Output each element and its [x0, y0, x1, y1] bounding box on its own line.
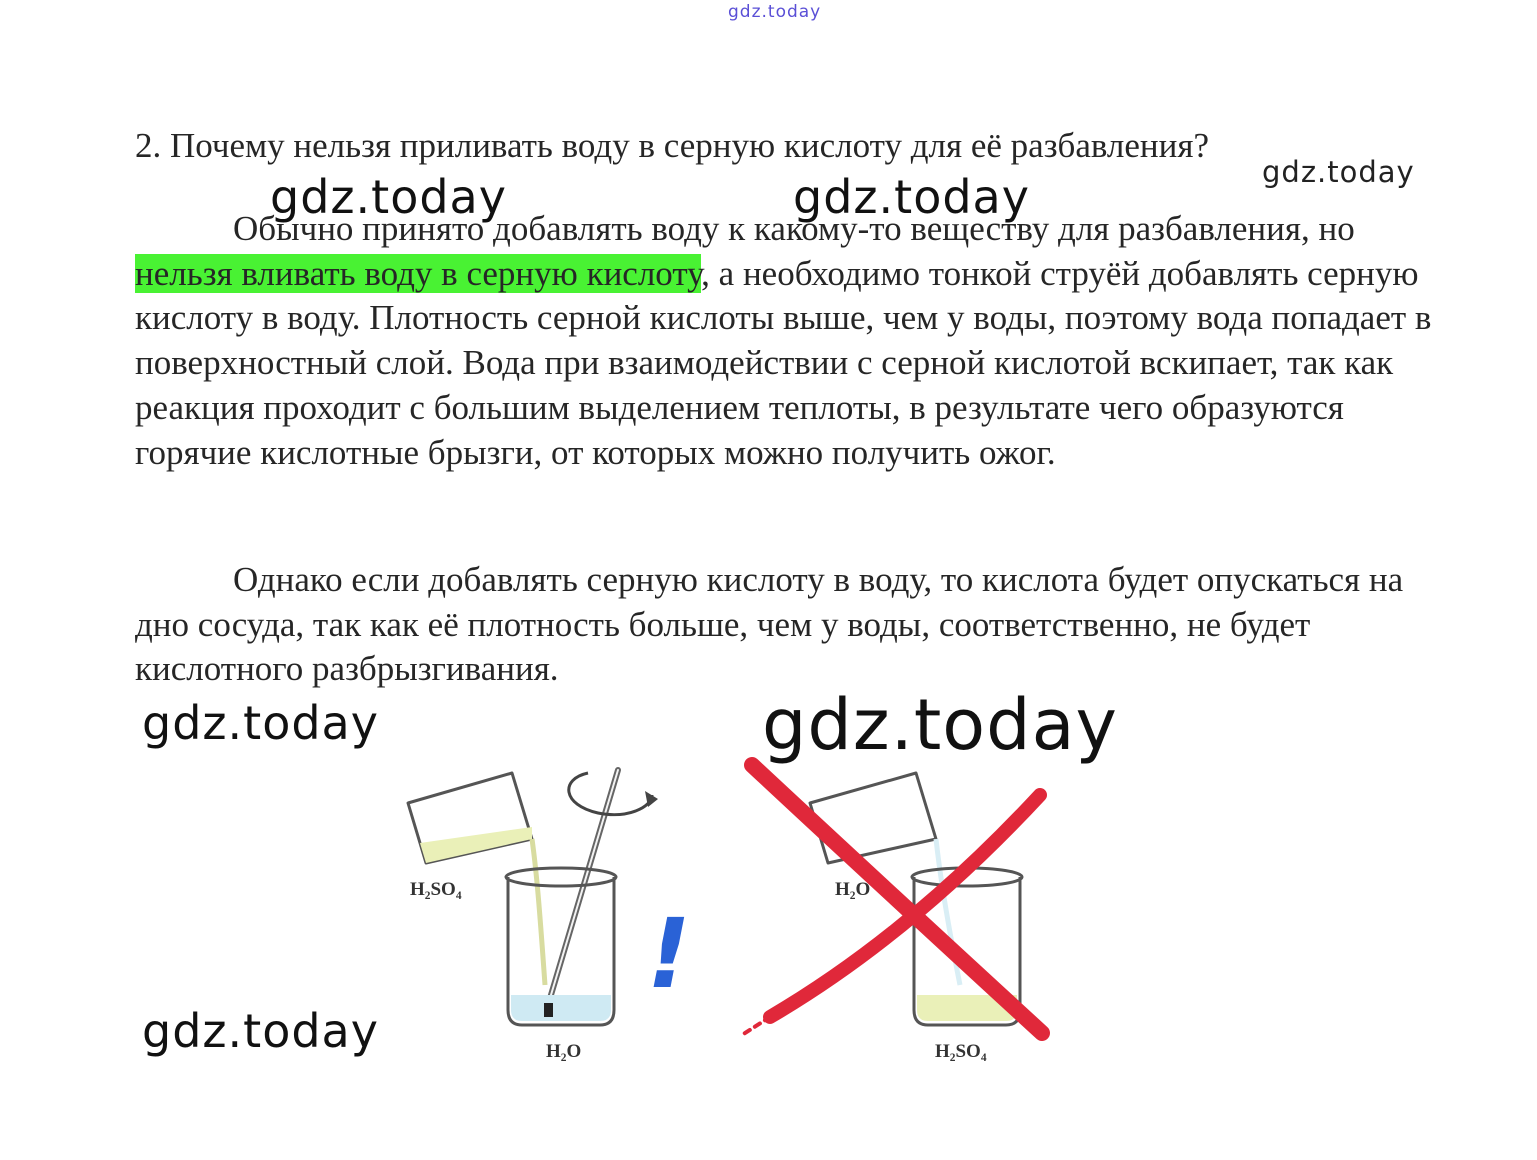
answer-paragraph-2: Однако если добавлять серную кислоту в воду, то кислота будет опускаться на дно сосуда, так как её плотность больше, чем у воды, соответственно, не будет кислотного разбрызгивания.	[135, 560, 1404, 689]
watermark-top: gdz.today	[728, 2, 822, 22]
pour-label: H₂O	[835, 879, 871, 900]
watermark-bottom-left: gdz.today	[142, 1004, 379, 1058]
question-heading: 2. Почему нельзя приливать воду в серную кислоту для её разбавления?	[135, 126, 1210, 165]
dilution-illustration	[390, 755, 1090, 1085]
watermark-mid-left: gdz.today	[270, 170, 507, 224]
beaker-label: H₂SO₄	[935, 1041, 987, 1062]
paragraph-text: Обычно принято добавлять воду к какому-то веществу для разбавления, но	[233, 209, 1355, 248]
beaker-label: H₂O	[546, 1041, 582, 1062]
watermark-right: gdz.today	[1262, 155, 1415, 189]
correct-method-scene	[408, 770, 691, 1062]
watermark-lower-big: gdz.today	[762, 684, 1118, 766]
watermark-mid-center: gdz.today	[793, 170, 1030, 224]
watermark-lower-left: gdz.today	[142, 696, 379, 750]
pour-label: H₂SO₄	[410, 879, 462, 900]
wrong-method-scene	[742, 765, 1042, 1062]
paragraph-text: , а необходимо тонкой струёй добавлять серную кислоту в воду. Плотность серной кислоты выше, чем у воды, поэтому вода попадает в поверхностный слой. Вода при взаимодействии с серной кислотой вскипает, так как реакция проходит с большим выделением теплоты, в результате чего образуются горячие кислотные брызги, от которых можно получить ожог.	[135, 253, 1432, 472]
water-beaker-icon	[506, 868, 616, 1025]
highlighted-text: нельзя вливать воду в серную кислоту	[135, 253, 702, 293]
answer-paragraph-1	[135, 207, 1435, 475]
exclamation-icon: !	[647, 898, 691, 1010]
